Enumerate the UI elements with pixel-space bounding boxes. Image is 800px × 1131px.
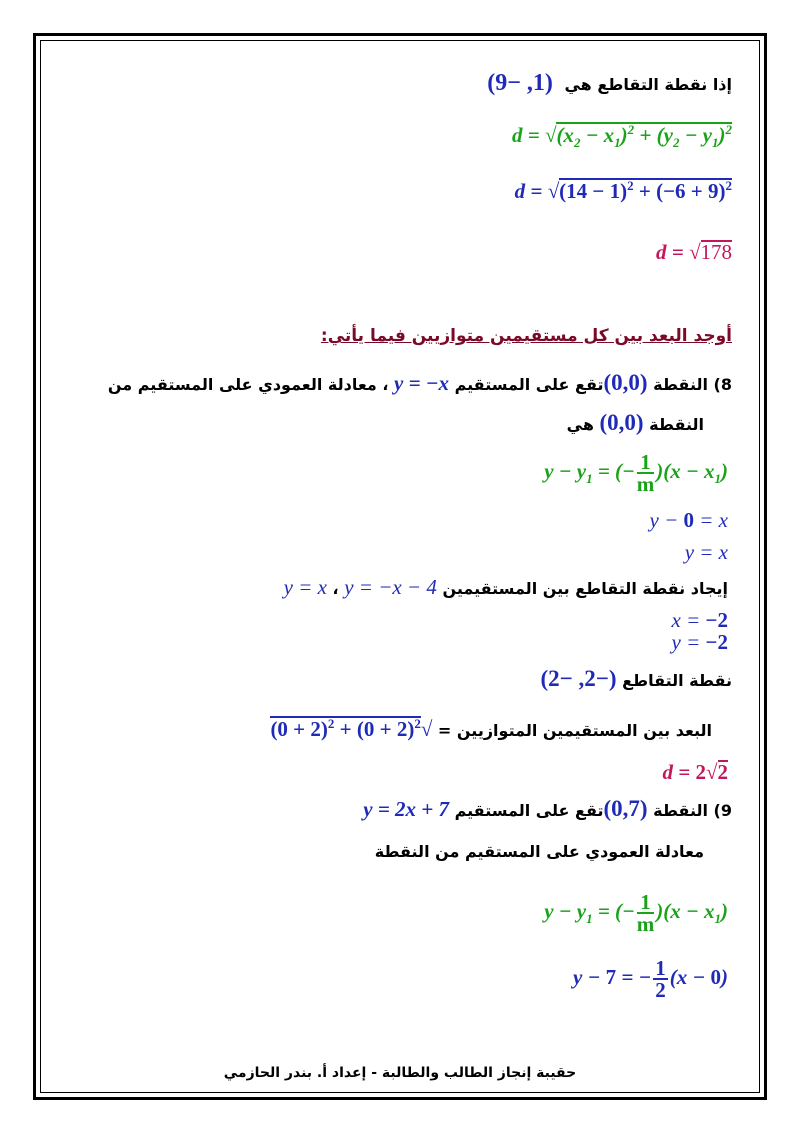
problem-9-statement [363,796,732,822]
perpendicular-formula-2: $y - y_1$ = (− $\frac{1}{m}$ )$(x - x_1)$ [544,890,728,936]
problem-8-text-c: ، معادلة العمودي على المستقيم من [107,375,389,394]
problem-9-step-1: y − 7 = − $\frac{1}{2}$ (x − 0) [573,956,728,1002]
parallel-distance-result: d = 2√ 2 [662,760,728,784]
intersection-statement [487,70,732,97]
distance-result: d = √ 178 [656,240,732,264]
problem-8-text-a: النقطة [653,375,708,394]
find-intersection-statement: إيجاد نقطة التقاطع بين المستقيمين y = x ، y = −x − 4 [283,575,728,599]
problem-8-step-2: y = x [684,540,728,564]
intersection-label-2: نقطة التقاطع [622,671,732,690]
intersection-point: (1, −9) [487,70,553,96]
perpendicular-formula: $y - y_1$ = (− $\frac{1}{m}$ )$(x - x_1)$ [544,450,728,496]
problem-9-text-b: تقع على المستقيم [454,801,604,820]
line-b: y = −x − 4 [344,575,437,599]
find-intersection-label: إيجاد نقطة التقاطع بين المستقيمين [442,579,728,598]
section-heading: أوجد البعد بين كل مستقيمين متوازيين فيما يأتي: [320,326,732,346]
problem-8-text-b: تقع على المستقيم [454,375,604,394]
parallel-distance-expression: √ $(0 + 2)^2 + (0 + 2)^2$ [270,716,433,741]
solution-x: x = −2 [671,608,728,632]
problem-8-line: y = −x [393,371,450,395]
line-a: y = x [283,575,327,599]
parallel-distance-label: البعد بين المستقيمين المتوازيين = [437,721,712,740]
problem-8-number: 8) [713,375,732,394]
intersection-point-2: (−2, −2) [540,666,617,691]
problem-9-text-a: النقطة [653,801,708,820]
page-footer: حقيبة إنجاز الطالب والطالبة - إعداد أ. بندر الحازمي [223,1065,577,1081]
solution-y: y = −2 [671,630,728,654]
distance-substitution: d = √ $(14 - 1)^2 + (-6 + 9)^2$ [514,178,732,203]
problem-8-statement [108,370,732,396]
intersection-statement-2 [540,666,732,692]
distance-formula: d = √ $(x_2 - x_1)^2 + (y_2 - y_1)^2$ [511,122,732,151]
parallel-distance-statement [270,716,712,742]
problem-8-text-e: هي [566,415,594,434]
problem-9-line: y = 2x + 7 [363,797,450,821]
problem-8-statement-cont [567,410,704,436]
problem-9-number: 9) [713,801,732,820]
problem-8-step-1: y − 0 = x [649,508,728,532]
problem-9-point: (0,7) [603,796,648,821]
problem-8-point: (0,0) [603,370,648,395]
problem-9-perp-label: معادلة العمودي على المستقيم من النقطة [374,842,704,861]
problem-8-point-2: (0,0) [599,410,644,435]
problem-8-text-d: النقطة [649,415,704,434]
intersection-label: إذا نقطة التقاطع هي [564,75,732,94]
